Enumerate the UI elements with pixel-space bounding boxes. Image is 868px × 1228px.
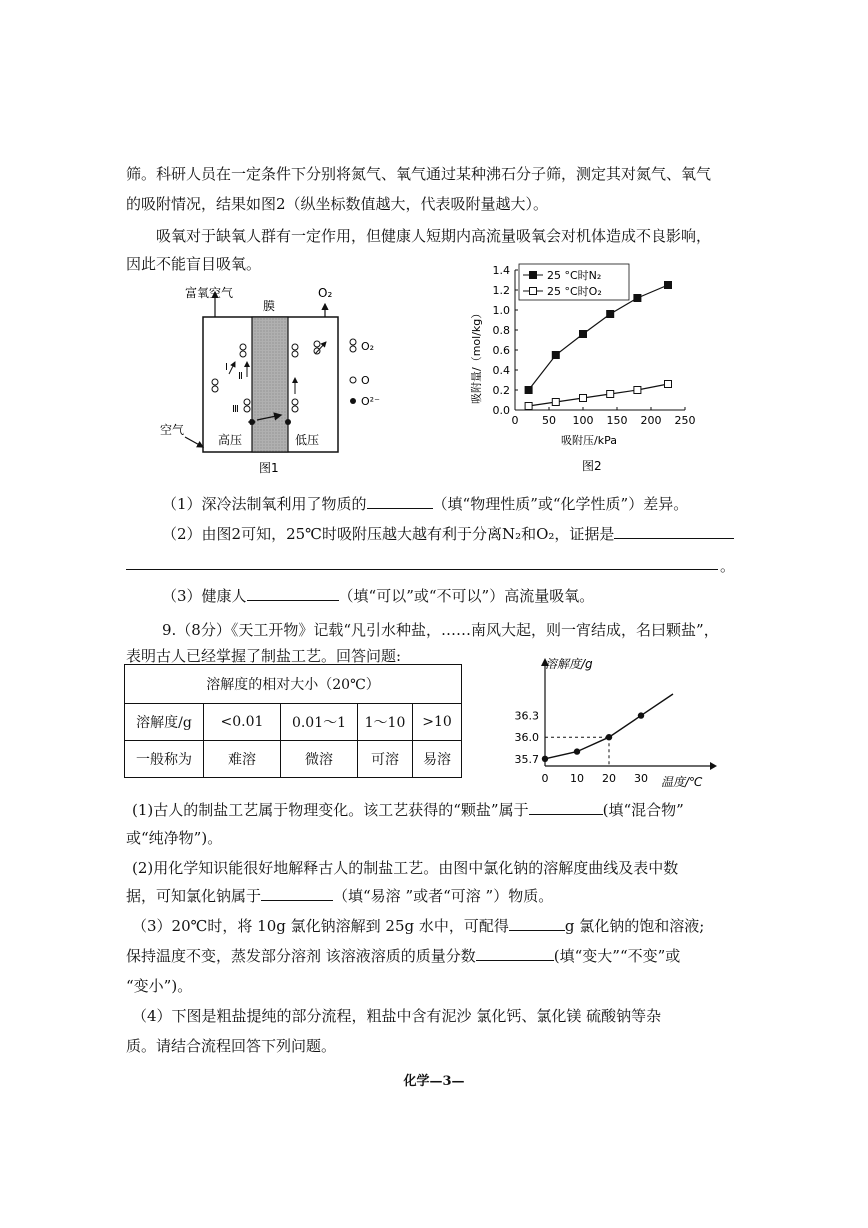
y-tick-label: 36.3 [514,709,539,723]
data-point [606,734,612,740]
page-footer: 化学—3— [403,1074,465,1089]
data-point [665,282,672,289]
data-point [525,387,532,394]
answer-blank-2[interactable] [614,524,734,539]
legend-label: 25 °C时O₂ [547,285,602,298]
series-line [529,384,668,406]
answer-blank-1[interactable] [367,494,433,509]
x-tick-label: 200 [640,414,662,427]
table-cell: <0.01 [204,704,281,741]
figure-1-caption: 图1 [259,461,279,475]
q9-stem-1: 9.（8分）《天工开物》记载“凡引水种盐，……南风大起，则一宵结成，名曰颗盐”， [162,621,719,639]
q9-part-2: (2)用化学知识能很好地解释古人的制盐工艺。由图中氯化钠的溶解度曲线及表中数 [132,859,679,877]
intro-line-1: 筛。科研人员在一定条件下分别将氮气、氧气通过某种沸石分子筛，测定其对氮气、氧气 [126,165,712,183]
q9-part-4-cont: 质。请结合流程回答下列问题。 [126,1037,337,1055]
y-tick-label: 0.0 [492,404,510,417]
air-in-arrow [185,437,203,447]
solubility-ylabel: 溶解度/g [545,657,593,671]
adsorption-xlabel: 吸附压/kPa [561,434,617,447]
q9-part-3-end: “变小”)。 [126,977,193,995]
legend-label: 25 °C时N₂ [547,269,602,282]
y-tick-label: 36.0 [514,731,539,745]
data-point [580,331,587,338]
table-cell: 难溶 [204,741,281,778]
q9-part-1-cont: 或“纯净物”)。 [126,829,223,847]
high-pressure-label: 高压 [218,433,243,447]
q9-part-3-cont: 保持温度不变，蒸发部分溶剂 该溶液溶质的质量分数 (填“变大”“不变”或 [126,947,681,965]
x-tick-label: 250 [674,414,696,427]
data-point [638,712,644,718]
adsorption-chart [455,258,715,476]
intro-line-3: 吸氧对于缺氧人群有一定作用，但健康人短期内高流量吸氧会对机体造成不良影响， [156,227,712,245]
step-1-label: Ⅰ [225,362,228,373]
data-point [607,391,614,398]
x-tick-label: 10 [570,772,584,785]
legend-marker [530,288,537,295]
figure-2-caption: 图2 [582,459,602,473]
intro-line-2: 的吸附情况，结果如图2（纵坐标数值越大，代表吸附量越大）。 [126,195,549,213]
x-tick-label: 50 [542,414,556,427]
y-tick-label: 1.2 [492,284,510,297]
air-label: 空气 [160,423,185,437]
y-tick-label: 1.4 [492,264,510,277]
data-point [607,311,614,318]
x-tick-label: 30 [634,772,648,785]
solubility-xlabel: 温度/℃ [661,775,703,789]
y-tick-label: 0.6 [492,344,510,357]
intro-line-4: 因此不能盲目吸氧。 [126,255,262,273]
legend-marker [530,272,537,279]
y-tick-label: 35.7 [514,752,539,766]
svg-text:O: O [361,374,370,387]
table-cell: 0.01～1 [281,704,358,741]
diagram-legend [350,339,380,408]
o2-molecules-left [212,344,250,412]
x-axis-arrow [710,762,717,770]
question-2-end: 。 [720,557,736,575]
rich-air-label: 富氧空气 [185,286,234,300]
answer-blank-6[interactable] [509,916,565,931]
table-cell: 微溶 [281,741,358,778]
x-tick-label: 20 [602,772,616,785]
data-point [634,387,641,394]
figure-1 [155,282,390,477]
answer-blank-3[interactable] [247,586,339,601]
svg-text:O²⁻: O²⁻ [361,395,380,408]
x-tick-label: 0 [511,414,519,427]
table-cell: >10 [413,704,462,741]
y-tick-label: 1.0 [492,304,510,317]
y-tick-label: 0.8 [492,324,510,337]
step-2-label: Ⅱ [238,371,243,382]
data-point [552,399,559,406]
membrane-label: 膜 [263,299,276,313]
data-point [574,748,580,754]
figure-2 [455,258,715,476]
answer-blank-5[interactable] [261,886,333,901]
table-title: 溶解度的相对大小（20℃） [125,665,462,704]
q9-part-2-cont: 据，可知氯化钠属于 （填“易溶 ”或者“可溶 ”）物质。 [126,887,554,905]
data-point [542,756,548,762]
table-cell: 一般称为 [125,741,204,778]
table-cell: 溶解度/g [125,704,204,741]
answer-line-2b[interactable] [126,569,718,570]
data-point [552,352,559,359]
o2-out-label: O₂ [318,286,333,300]
y-tick-label: 0.2 [492,384,510,397]
o2-molecules-right [292,341,320,412]
answer-blank-4[interactable] [529,800,603,815]
y-tick-label: 0.4 [492,364,510,377]
membrane-diagram [155,282,390,477]
oxide-ion-1 [249,419,255,425]
data-point [525,403,532,410]
q9-part-3: （3）20℃时，将 10g 氯化钠溶解到 25g 水中，可配得 g 氯化钠的饱和溶液; [132,917,705,935]
solubility-curve-figure [505,654,725,792]
table-cell: 可溶 [358,741,413,778]
table-cell: 1～10 [358,704,413,741]
table-cell: 易溶 [413,741,462,778]
answer-blank-7[interactable] [476,946,554,961]
adsorption-ylabel: 吸附量/（mol/kg） [470,307,483,404]
solubility-curve [545,694,673,759]
question-2: （2）由图2可知，25℃时吸附压越大越有利于分离N₂和O₂，证据是 [162,524,734,544]
svg-text:O₂: O₂ [361,340,375,353]
q9-stem-2: 表明古人已经掌握了制盐工艺。回答问题: [126,647,402,665]
data-point [634,295,641,302]
data-point [580,395,587,402]
step-3-label: Ⅲ [232,404,239,415]
q9-part-4: （4）下图是粗盐提纯的部分流程，粗盐中含有泥沙 氯化钙、氯化镁 硫酸钠等杂 [132,1007,662,1025]
low-pressure-label: 低压 [295,433,320,447]
x-tick-label: 0 [541,772,549,785]
solubility-table [124,664,462,778]
oxide-ion-2 [285,419,291,425]
q9-part-1: (1)古人的制盐工艺属于物理变化。该工艺获得的“颗盐”属于 (填“混合物” [132,801,684,819]
question-3: （3）健康人 （填“可以”或“不可以”）高流量吸氧。 [162,587,595,605]
solubility-curve-chart [505,654,725,792]
series-line [529,285,668,390]
question-1: （1）深冷法制氧利用了物质的 （填“物理性质”或“化学性质”）差异。 [162,495,689,513]
x-tick-label: 100 [572,414,594,427]
x-tick-label: 150 [606,414,628,427]
data-point [665,381,672,388]
